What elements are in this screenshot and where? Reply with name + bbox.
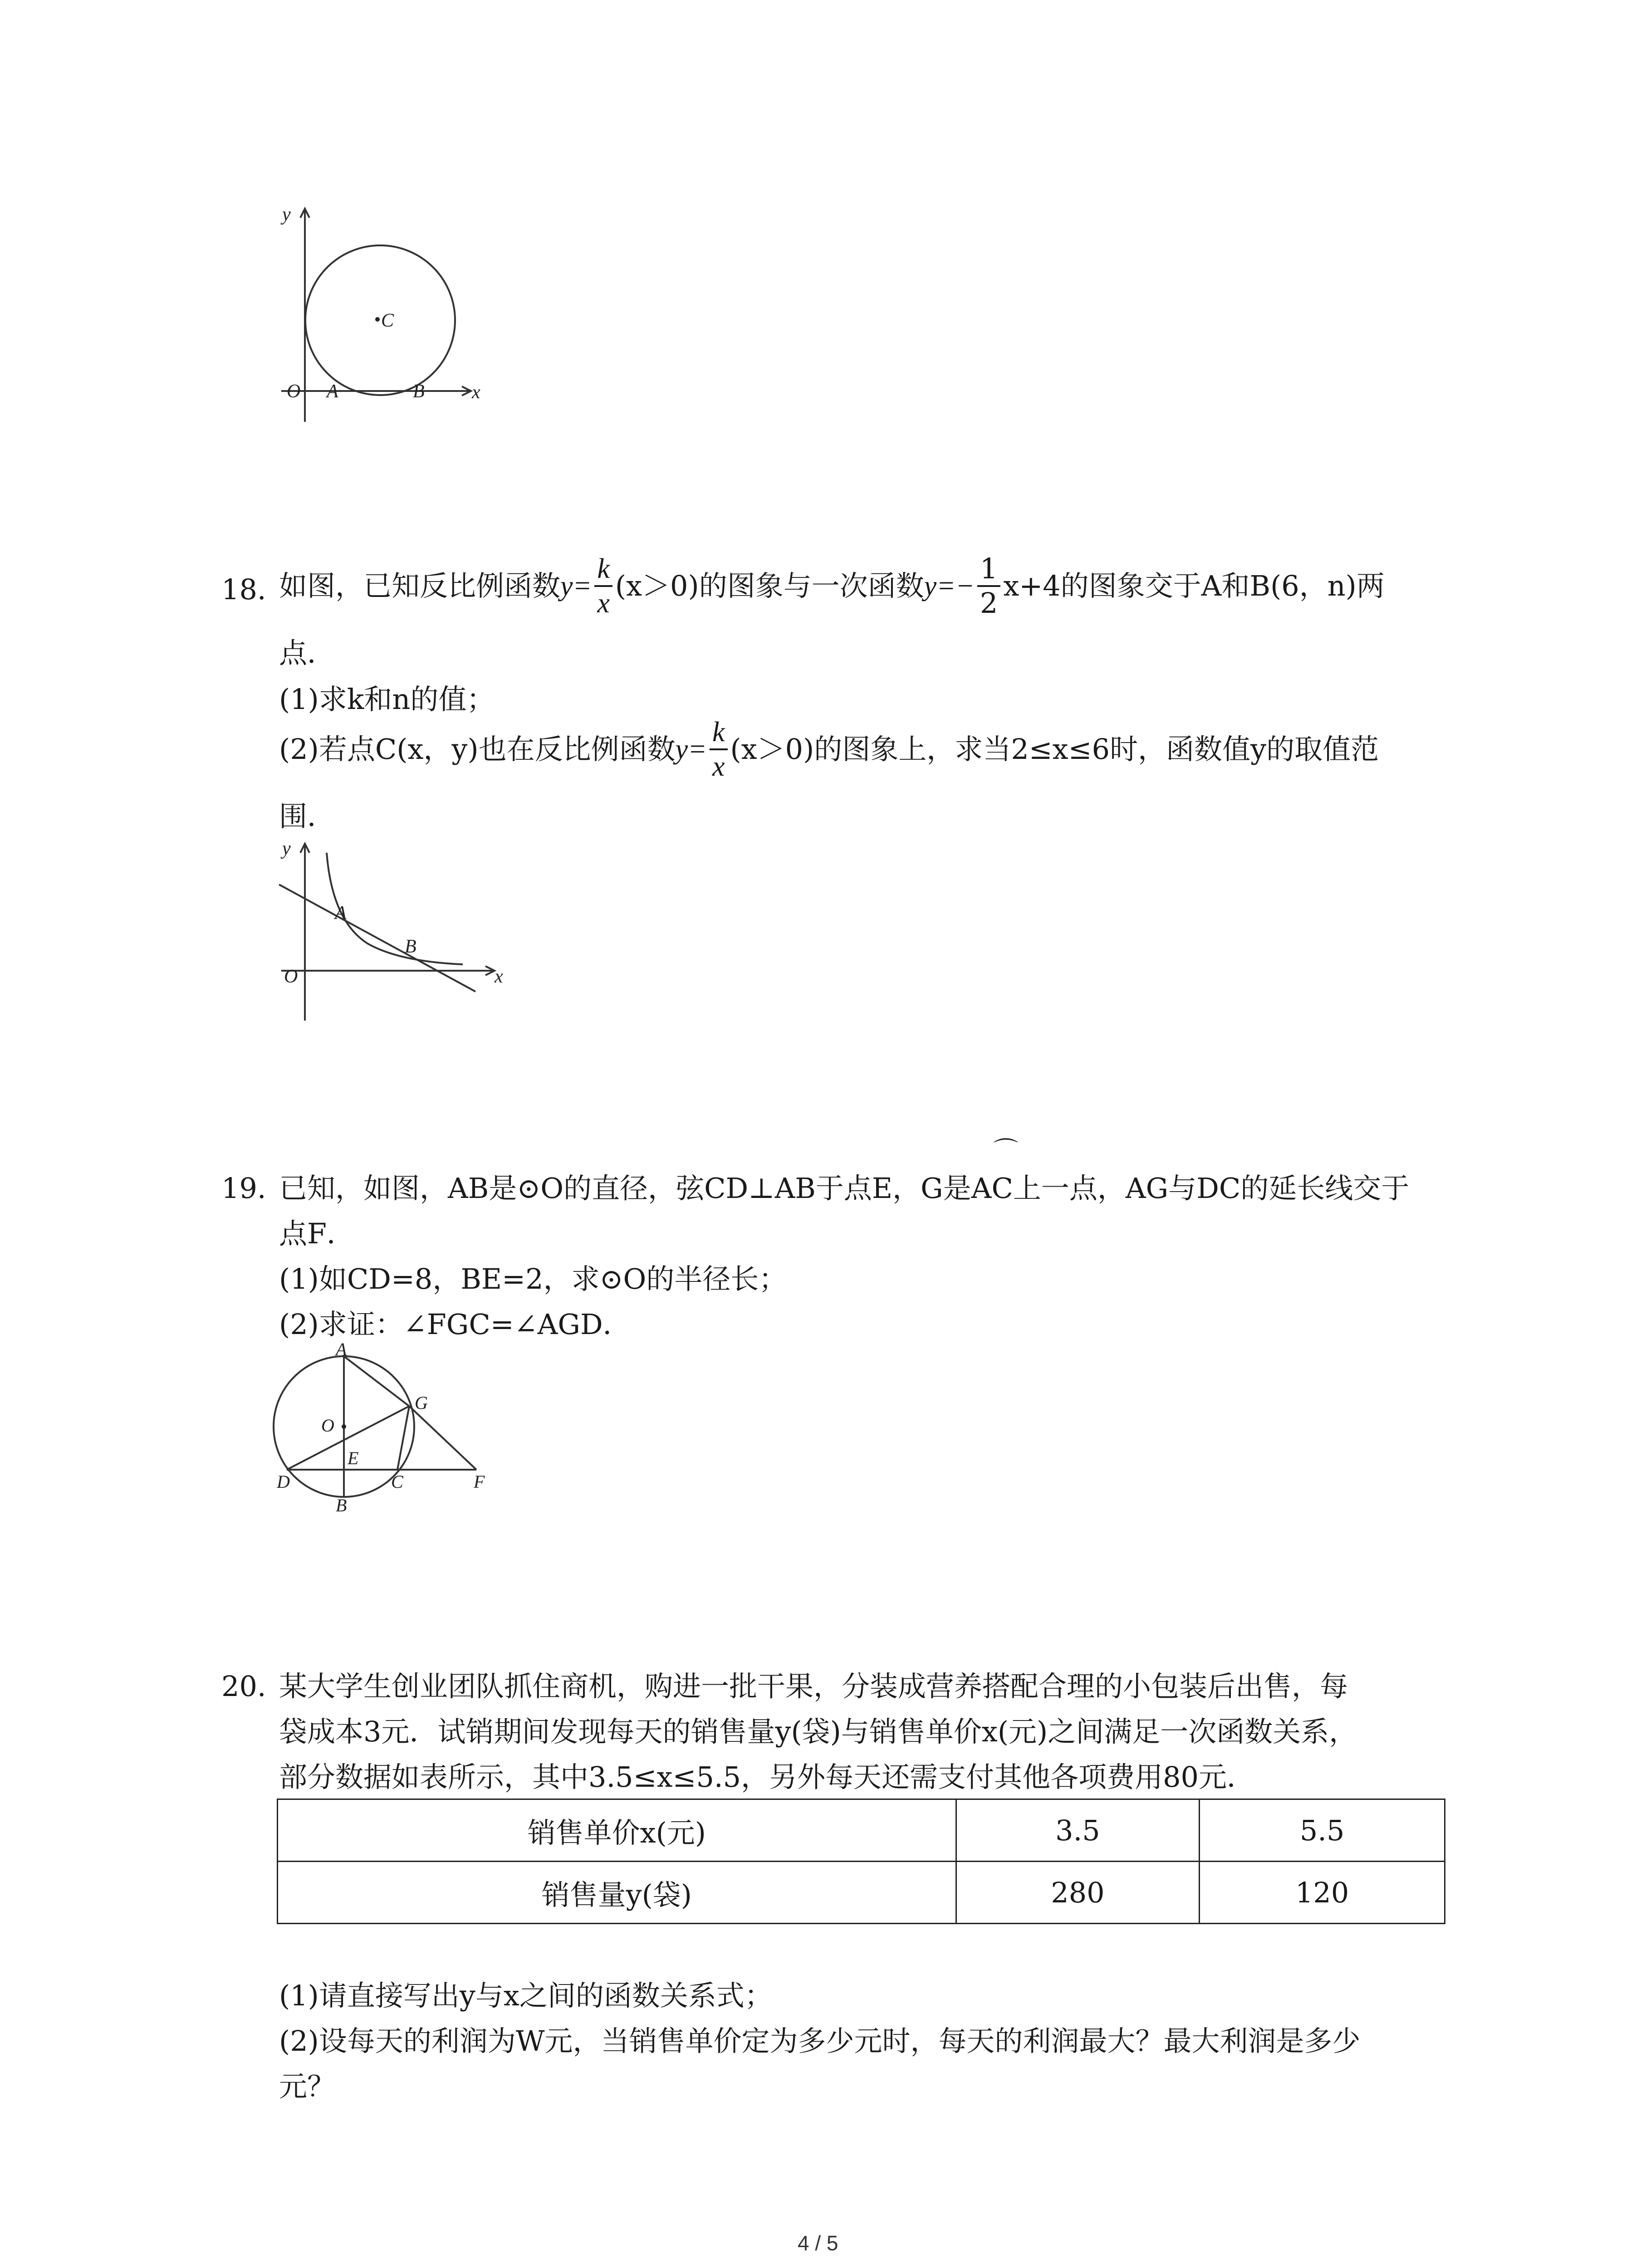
table-cell: 销售量y(袋): [278, 1862, 956, 1924]
q18-half-den: 2: [980, 587, 998, 620]
q18-fraction-half: [977, 552, 1000, 620]
q20-line3: 部分数据如表所示，其中3.5≤x≤5.5，另外每天还需支付其他各项费用80元．: [279, 1760, 1255, 1794]
fig18-label-b: B: [405, 936, 416, 957]
q18-stem-a: 如图，已知反比例函数: [279, 569, 561, 602]
q18-frac-den: x: [597, 588, 610, 619]
q18-part2-cont: 围．: [279, 800, 336, 833]
q18-stem-line1: [279, 552, 1385, 620]
q19-part1: (1)如CD=8，BE=2，求⊙O的半径长；: [279, 1262, 787, 1295]
fig19-label-f: F: [474, 1471, 485, 1492]
table-row: [278, 1862, 1445, 1924]
fig19-label-a: A: [336, 1343, 347, 1359]
fig17-label-o: O: [287, 381, 301, 402]
q20-data-table: [277, 1799, 1445, 1924]
q18-p2-fraction: [710, 716, 728, 783]
figure-circle-axes: [254, 195, 508, 431]
figure-circle-geometry: [268, 1343, 504, 1533]
q18-half-num: 1: [977, 552, 1000, 587]
figure-hyperbola-line: [254, 835, 508, 1034]
table-cell: 3.5: [956, 1799, 1200, 1862]
q19-line2: 点F．: [279, 1217, 355, 1250]
table-cell: 5.5: [1200, 1799, 1445, 1862]
fig19-label-b: B: [336, 1495, 347, 1515]
q18-p2-frac-den: x: [712, 751, 725, 782]
q18-p2-frac-num: k: [710, 716, 728, 750]
fig17-label-a: A: [327, 381, 338, 402]
q19-line1: 已知，如图，AB是⊙O的直径，弦CD⊥AB于点E，G是AC上一点，AG与DC的延长线交于: [279, 1172, 1410, 1205]
arc-mark: ⌒: [994, 1136, 1018, 1165]
table-cell: 280: [956, 1862, 1200, 1924]
q18-part2: [279, 716, 1379, 783]
q19-part2: (2)求证：∠FGC=∠AGD．: [279, 1308, 631, 1341]
fig18-label-x: x: [495, 966, 503, 987]
q18-p2-b: (x＞0)的图象上，求当2≤x≤6时，函数值y的取值范: [730, 733, 1379, 766]
fig17-label-c: C: [381, 310, 394, 331]
fig18-label-o: O: [284, 966, 298, 987]
q18-p2-y-eq: y=: [675, 734, 707, 765]
q19-number: 19.: [221, 1172, 266, 1205]
fig17-label-y: y: [282, 204, 291, 225]
table-row: [278, 1799, 1445, 1862]
q18-cond: (x＞0): [615, 569, 699, 602]
fig18-label-a: A: [335, 903, 347, 924]
fig17-label-b: B: [413, 381, 425, 402]
q20-part2-cont: 元？: [279, 2070, 336, 2103]
fig19-label-e: E: [348, 1448, 359, 1468]
fig19-label-g: G: [415, 1393, 428, 1413]
fig18-label-y: y: [282, 838, 291, 859]
q20-line1: 某大学生创业团队抓住商机，购进一批干果，分装成营养搭配合理的小包装后出售，每: [279, 1670, 1348, 1703]
q20-part1: (1)请直接写出y与x之间的函数关系式；: [279, 1979, 773, 2012]
q20-part2: (2)设每天的利润为W元，当销售单价定为多少元时，每天的利润最大？最大利润是多少: [279, 2024, 1361, 2058]
table-cell: 120: [1200, 1862, 1445, 1924]
fig19-label-o: O: [321, 1415, 334, 1436]
q20-line2: 袋成本3元．试销期间发现每天的销售量y(袋)与销售单价x(元)之间满足一次函数关系，: [279, 1715, 1357, 1748]
q18-y-eq: y=: [560, 571, 592, 601]
q18-part1: (1)求k和n的值；: [279, 683, 495, 716]
fig17-label-x: x: [472, 382, 480, 403]
q18-p2-a: (2)若点C(x，y)也在反比例函数: [279, 733, 676, 766]
q20-number: 20.: [221, 1670, 266, 1703]
table-cell: 销售单价x(元): [278, 1799, 956, 1862]
q18-frac-num: k: [594, 552, 612, 587]
q18-stem-c: x+4的图象交于A和B(6，n)两: [1003, 569, 1385, 602]
q18-y-eq2: y=−: [924, 571, 975, 601]
fig19-label-d: D: [277, 1471, 290, 1492]
q18-fraction-k-over-x: [594, 552, 612, 620]
q18-stem-b: 的图象与一次函数: [699, 569, 924, 602]
q18-stem-line2: 点．: [279, 636, 336, 670]
q18-number: 18.: [221, 573, 266, 606]
fig19-label-c: C: [391, 1471, 403, 1492]
page-number: 4 / 5: [798, 2231, 838, 2255]
